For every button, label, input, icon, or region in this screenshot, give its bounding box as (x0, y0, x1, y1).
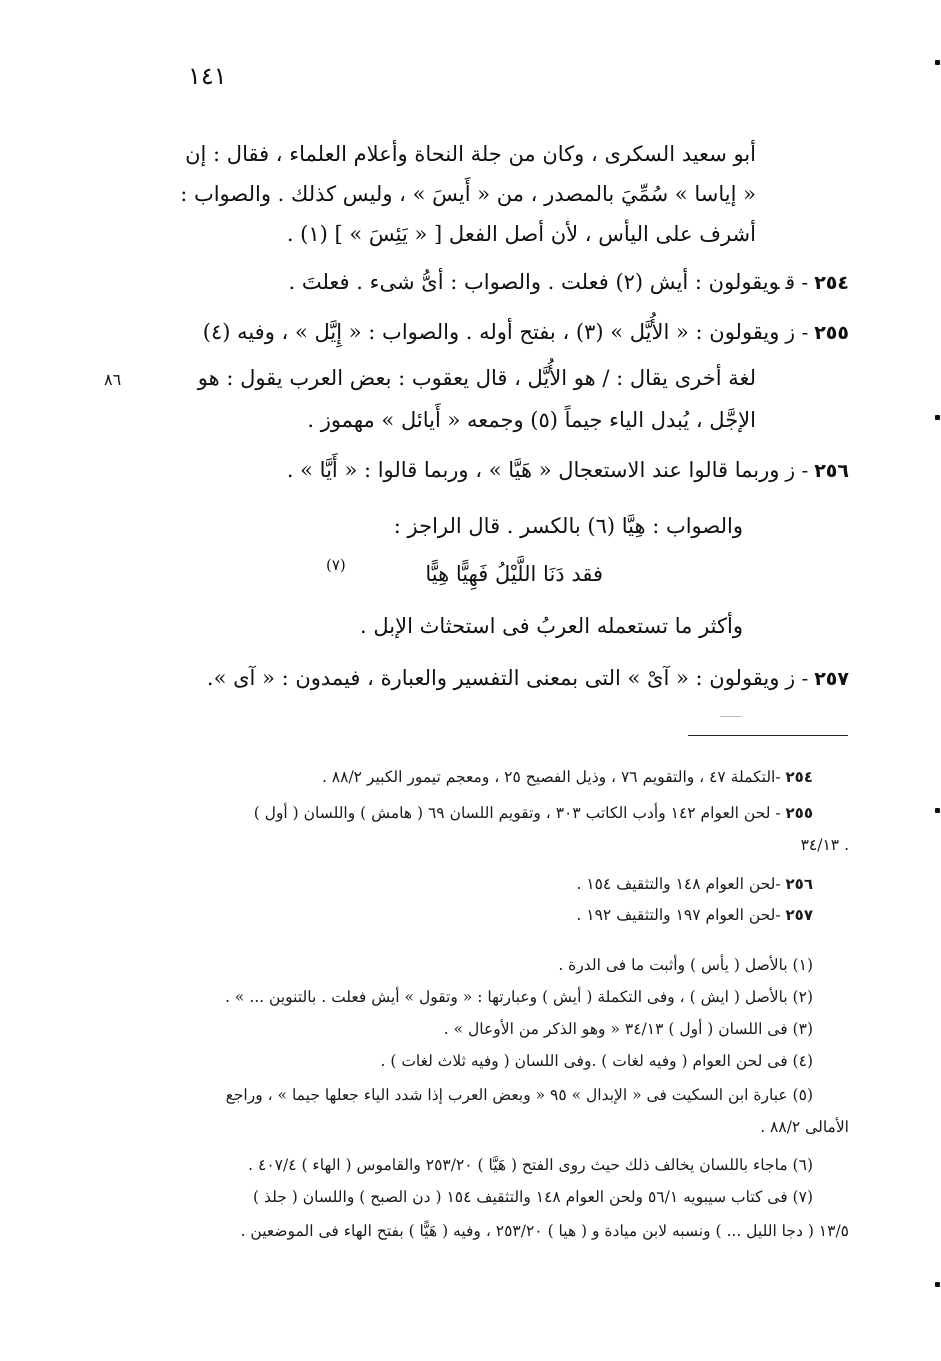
source-note: ٢٥٤ -التكملة ٤٧ ، والتقويم ٧٦ ، وذيل الفصيح ٢٥ ، ومعجم تيمور الكبير ٨٨/٢ . (321, 768, 813, 786)
entry-256-line: وأكثر ما تستعمله العربُ فى استحثاث الإبل . (360, 614, 743, 638)
entry-text: ويقولون : أيش (٢) فعلت . والصواب : أىُّ شىء . فعلتَ . (288, 270, 780, 294)
footnote: (٤) فى لحن العوام ( وفيه لغات ) .وفى اللسان ( وفيه ثلاث لغات ) . (380, 1052, 813, 1070)
entry-text: وربما قالوا عند الاستعجال « هَيَّا » ، وربما قالوا : « أَيَّا » . (286, 458, 780, 482)
footnote: (٣) فى اللسان ( أول ) ٣٤/١٣ « وهو الذكر من الأوعال » . (443, 1020, 813, 1038)
entry-257 (207, 664, 849, 693)
source-note: ٢٥٥ - لحن العوام ١٤٢ وأدب الكاتب ٣٠٣ ، وتقويم اللسان ٦٩ ( هامش ) واللسان ( أول ) (253, 804, 813, 822)
footnote: (١) بالأصل ( يأس ) وأثبت ما فى الدرة . (558, 956, 813, 974)
entry-255-continuation: الإجَّل ، يُبدل الياء جيماً (٥) وجمعه « أَيائل » مهموز . (307, 408, 756, 432)
entry-255-continuation: لغة أخرى يقال : / هو الأُيَّل ، قال يعقوب : بعض العرب يقول : هو (197, 366, 756, 390)
page-number: ١٤١ (188, 62, 227, 90)
entry-source: - ز (785, 320, 809, 344)
footnote: (٧) فى كتاب سيبويه ٥٦/١ ولحن العوام ١٤٨ والتثقيف ١٥٤ ( دن الصبح ) واللسان ( جلذ ) (253, 1188, 813, 1206)
body-line: أبو سعيد السكرى ، وكان من جلة النحاة وأعلام العلماء ، فقال : إن (185, 142, 756, 166)
entry-254 (289, 268, 850, 297)
entry-256 (287, 456, 849, 485)
verse-reference: (٧) (326, 556, 346, 574)
scan-mark (935, 808, 940, 813)
entry-text: ويقولون : « الأُيَّل » (٣) ، بفتح أوله . والصواب : « إِيَّل » ، وفيه (٤) (202, 320, 780, 344)
footnote: (٥) عبارة ابن السكيت فى « الإبدال » ٩٥ « وبعض العرب إذا شدد الياء جعلها جيما » ، وراجع (225, 1086, 813, 1104)
margin-page-number: ٨٦ (104, 370, 122, 389)
footnote: (٦) ماجاء باللسان يخالف ذلك حيث روى الفتح ( هَيَّا ) ٢٥٣/٢٠ والقاموس ( الهاء ) ٤٠٧/٤ . (248, 1156, 813, 1174)
body-line: أشرف على اليأس ، لأن أصل الفعل [ « يَئِسَ » ] (١) . (286, 222, 756, 246)
entry-text: ويقولون : « آىْ » التى بمعنى التفسير والعبارة ، فيمدون : « آى ». (206, 666, 780, 690)
decorative-mark (720, 716, 742, 717)
entry-number: ٢٥٥ (814, 322, 849, 344)
entry-source: - ز (785, 458, 809, 482)
footnote-divider (688, 735, 848, 736)
footnote: (٢) بالأصل ( ايش ) ، وفى التكملة ( أيش ) وعبارتها : « وتقول » أيش فعلت . بالتنوين ... » . (225, 988, 813, 1006)
entry-number: ٢٥٧ (814, 668, 849, 690)
entry-source: - ق (785, 270, 809, 294)
poem-verse: فقد دَنَا اللَّيْلُ فَهِيًّا هِيًّا (425, 562, 603, 586)
entry-number: ٢٥٤ (814, 272, 849, 294)
entry-source: - ز (785, 666, 809, 690)
entry-number: ٢٥٦ (814, 460, 849, 482)
footnote-continuation: ١٣/٥ ( دجا الليل ... ) ونسبه لابن ميادة و ( هيا ) ٢٥٣/٢٠ ، وفيه ( هَيًّا ) بفتح الهاء فى الموضعين . (240, 1222, 849, 1240)
source-note: ٢٥٧ -لحن العوام ١٩٧ والتثقيف ١٩٢ . (576, 906, 813, 924)
body-line: « إياسا » سُمِّيَ بالمصدر ، من « أَيسَ » ، وليس كذلك . والصواب : (180, 182, 756, 206)
source-note-continuation: . ٣٤/١٣ (800, 836, 849, 854)
footnote-continuation: الأمالى ٨٨/٢ . (760, 1118, 849, 1136)
scan-mark (935, 415, 940, 420)
scan-mark (935, 1282, 940, 1287)
scan-mark (935, 60, 940, 65)
source-note: ٢٥٦ -لحن العوام ١٤٨ والتثقيف ١٥٤ . (576, 875, 813, 893)
entry-255 (203, 318, 849, 347)
entry-256-line: والصواب : هِيَّا (٦) بالكسر . قال الراجز : (393, 514, 743, 538)
